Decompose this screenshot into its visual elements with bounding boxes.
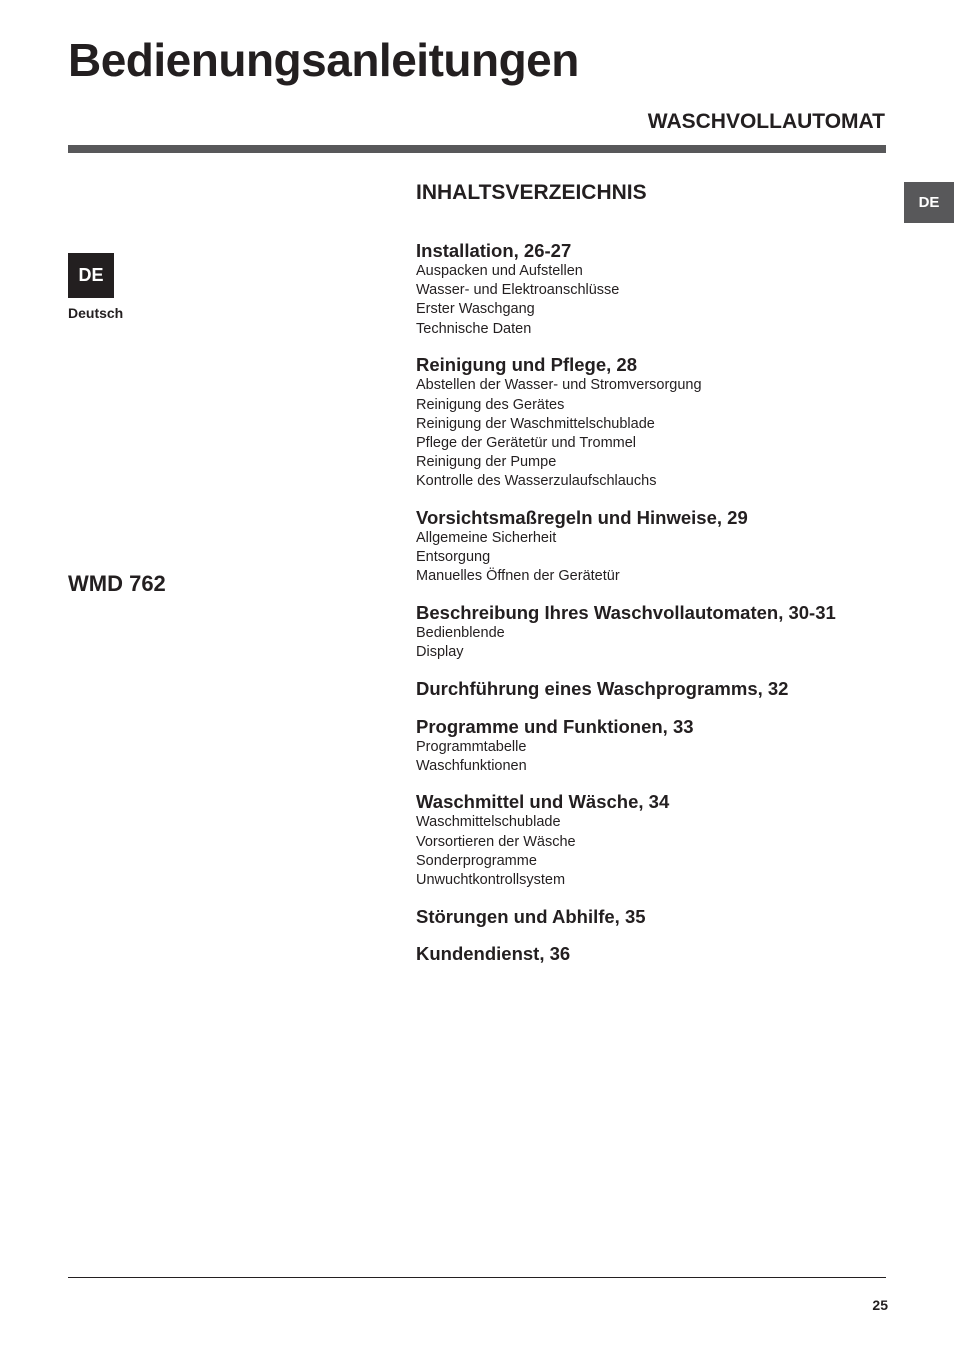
toc-subitem-list	[416, 376, 896, 491]
toc-section	[416, 906, 896, 928]
toc-section	[416, 507, 896, 587]
toc-section	[416, 943, 896, 965]
toc-subitem-list	[416, 262, 896, 339]
language-side-tab: DE	[904, 182, 954, 223]
language-name: Deutsch	[68, 305, 124, 321]
toc-subitem: Kontrolle des Wasserzulaufschlauchs	[416, 473, 657, 490]
toc-subitem: Waschfunktionen	[416, 757, 527, 774]
toc-section-title: Programme und Funktionen, 33	[416, 715, 694, 737]
toc-subitem: Waschmittelschublade	[416, 814, 561, 831]
toc-subitem: Wasser- und Elektroanschlüsse	[416, 282, 620, 299]
toc-subitem: Reinigung der Pumpe	[416, 454, 557, 471]
toc-subitem: Bedienblende	[416, 625, 505, 642]
toc-section	[416, 678, 896, 700]
toc-section-title: Durchführung eines Waschprogramms, 32	[416, 678, 789, 700]
page-title: Bedienungsanleitungen	[68, 34, 579, 86]
toc-section-title: Vorsichtsmaßregeln und Hinweise, 29	[416, 507, 748, 529]
table-of-contents	[416, 240, 896, 981]
header-divider	[68, 145, 886, 153]
toc-section	[416, 354, 896, 491]
toc-section-title: Reinigung und Pflege, 28	[416, 354, 637, 376]
toc-subitem: Display	[416, 644, 464, 661]
toc-subitem-list	[416, 624, 896, 662]
toc-subitem: Technische Daten	[416, 320, 532, 337]
toc-section-title: Beschreibung Ihres Waschvollautomaten, 30-31	[416, 602, 836, 624]
footer-divider	[68, 1277, 886, 1278]
page-number: 25	[872, 1297, 888, 1313]
toc-section	[416, 240, 896, 339]
toc-subitem: Auspacken und Aufstellen	[416, 263, 583, 279]
toc-subitem: Vorsortieren der Wäsche	[416, 833, 576, 850]
toc-subitem: Sonderprogramme	[416, 852, 537, 869]
toc-subitem: Entsorgung	[416, 549, 491, 566]
toc-subitem: Allgemeine Sicherheit	[416, 530, 557, 547]
toc-subitem: Erster Waschgang	[416, 301, 535, 318]
toc-subitem-list	[416, 813, 896, 890]
model-number: WMD 762	[68, 571, 166, 596]
toc-heading: INHALTSVERZEICHNIS	[416, 181, 647, 204]
toc-section	[416, 602, 896, 662]
toc-subitem-list	[416, 529, 896, 587]
toc-section	[416, 791, 896, 890]
toc-subitem: Abstellen der Wasser- und Stromversorgung	[416, 377, 702, 394]
toc-subitem: Pflege der Gerätetür und Trommel	[416, 434, 637, 451]
toc-subitem: Reinigung des Gerätes	[416, 396, 565, 413]
toc-subitem: Programmtabelle	[416, 738, 527, 755]
toc-subitem: Unwuchtkontrollsystem	[416, 872, 566, 889]
toc-section	[416, 716, 896, 776]
toc-section-title: Installation, 26-27	[416, 240, 572, 261]
toc-section-title: Waschmittel und Wäsche, 34	[416, 791, 670, 813]
toc-subitem: Manuelles Öffnen der Gerätetür	[416, 568, 620, 585]
language-code-badge: DE	[68, 253, 114, 298]
toc-section-title: Kundendienst, 36	[416, 943, 571, 965]
toc-subitem-list	[416, 738, 896, 776]
toc-subitem: Reinigung der Waschmittelschublade	[416, 415, 655, 432]
toc-section-title: Störungen und Abhilfe, 35	[416, 905, 646, 927]
document-subtitle: WASCHVOLLAUTOMAT	[647, 110, 885, 133]
